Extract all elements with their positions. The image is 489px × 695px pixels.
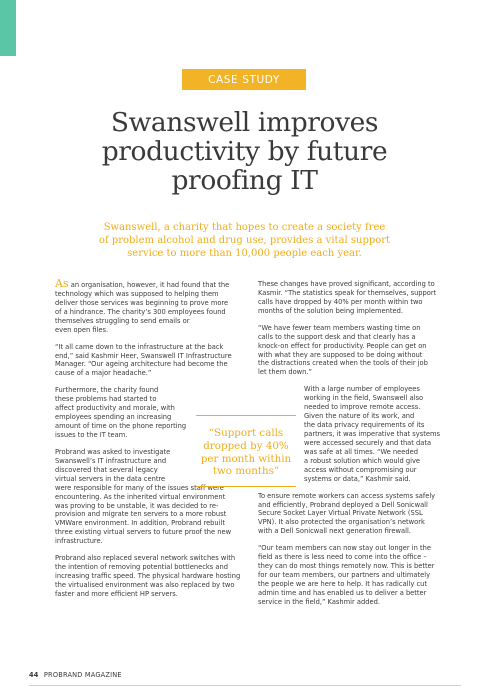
paragraph-line: they can do most things remotely now. This is better: [258, 562, 435, 571]
paragraph-line: infrastructure.: [55, 537, 103, 546]
paragraph-line: was proving to be unstable, it was decided to re-: [55, 501, 219, 510]
paragraph-line: with a Dell Sonicwall next generation firewall.: [258, 527, 411, 536]
paragraph-line: and efficiently, Probrand deployed a Dell Sonicwall: [258, 500, 428, 509]
paragraph-line: service in the field,” Kashmir added.: [258, 597, 380, 606]
paragraph-line: calls have dropped by 40% per month within two: [258, 297, 423, 306]
case-study-label: CASE STUDY: [208, 73, 280, 86]
headline-line: productivity by future: [101, 136, 388, 167]
paragraph-line: needed to improve remote access.: [304, 403, 421, 412]
corner-tab-decoration: [0, 0, 16, 56]
paragraph-line: these problems had started to: [55, 395, 157, 404]
paragraph-line: Swanswell’s IT infrastructure and: [55, 456, 167, 465]
paragraph-line: Given the nature of its work, and: [304, 412, 415, 421]
paragraph-line: Secure Socket Layer Virtual Private Network (SSL: [258, 509, 423, 518]
paragraph-line: Probrand also replaced several network switches with: [55, 554, 236, 563]
paragraph-line: increasing traffic speed. The physical hardware hosting: [55, 572, 241, 581]
pull-quote-line: two months”: [212, 465, 280, 478]
paragraph-line: “We have fewer team members wasting time on: [258, 323, 421, 332]
paragraph-line-text: an organisation, however, it had found that the: [68, 281, 230, 289]
body-paragraph: [258, 324, 444, 377]
paragraph-line: access without compromising our: [304, 465, 417, 474]
pull-quote-line: “Support calls: [208, 427, 284, 439]
paragraph-line: field as there is less need to come into the office –: [258, 553, 427, 562]
standfirst-line: service to more than 10,000 people each year.: [127, 248, 362, 259]
paragraph-line: Manager. “Our ageing architecture had become the: [55, 360, 228, 369]
page-footer: [29, 671, 122, 679]
case-study-banner: [182, 69, 306, 90]
paragraph-line: even open files.: [55, 325, 109, 334]
headline-line: proofing IT: [171, 165, 318, 196]
paragraph-line: three existing virtual servers to future proof the new: [55, 528, 232, 537]
paragraph-line: was safe at all times. “We needed: [304, 447, 418, 456]
body-paragraph: [55, 554, 245, 599]
body-paragraph: [258, 280, 444, 316]
standfirst-line: of problem alcohol and drug use, provides a vital support: [98, 235, 391, 246]
paragraph-line: were accessed securely and that data: [304, 438, 432, 447]
paragraph-line: systems or data,” Kashmir said.: [304, 474, 411, 483]
paragraph-line: admin time and has enabled us to deliver a better: [258, 588, 427, 597]
standfirst: [90, 221, 399, 260]
pull-quote: [196, 415, 296, 487]
paragraph-line: affect productivity and morale, with: [55, 404, 175, 413]
paragraph-line: faster and more efficient HP servers.: [55, 589, 178, 598]
paragraph-line: the virtualised environment was also replaced by two: [55, 580, 235, 589]
paragraph-line: “It all came down to the infrastructure at the back: [55, 342, 224, 351]
paragraph-line: let them down.”: [258, 368, 312, 377]
paragraph-line: the people we are here to help. It has radically cut: [258, 579, 428, 588]
paragraph-line: calls to the support desk and that clearly has a: [258, 332, 416, 341]
footer-rule: [29, 685, 461, 686]
paragraph-line: deliver those services was beginning to prove more: [55, 298, 229, 307]
paragraph-line: virtual servers in the data centre: [55, 474, 166, 483]
body-paragraph: [258, 492, 444, 537]
paragraph-line: working in the field, Swanswell also: [304, 394, 424, 403]
paragraph-line: provision and migrate ten servers to a more robust: [55, 510, 227, 519]
paragraph-line: technology which was supposed to helping them: [55, 289, 219, 298]
paragraph-line: a robust solution which would give: [304, 456, 421, 465]
paragraph-line: with what they are supposed to be doing without: [258, 350, 423, 359]
standfirst-line: Swanswell, a charity that hopes to create a society free: [103, 222, 386, 233]
pull-quote-line: per month within: [200, 452, 292, 465]
paragraph-line: months of the solution being implemented.: [258, 306, 403, 315]
body-paragraph: [258, 544, 444, 606]
paragraph-line: partners, it was imperative that systems: [304, 429, 440, 438]
paragraph-line: employees spending an increasing: [55, 413, 172, 422]
paragraph-line: themselves struggling to send emails or: [55, 316, 190, 325]
paragraph-line: “Our team members can now stay out longer in the: [258, 544, 431, 553]
paragraph-line: of a hindrance. The charity’s 300 employees found: [55, 307, 226, 316]
intro-paragraph: [55, 277, 245, 334]
paragraph-line: knock-on effect for productivity. People can get on: [258, 341, 427, 350]
paragraph-line: the data privacy requirements of its: [304, 421, 425, 430]
headline-line: Swanswell improves: [110, 107, 379, 138]
paragraph-line: the intention of removing potential bottlenecks and: [55, 563, 228, 572]
paragraph-line: encountering. As the inherited virtual environment: [55, 492, 226, 501]
paragraph-line: Probrand was asked to investigate: [55, 448, 171, 457]
paragraph-line: [55, 277, 245, 290]
headline: [60, 108, 429, 195]
paragraph-line: the distractions created when the tools of their job: [258, 359, 428, 368]
paragraph-line: end,” said Kashmir Heer, Swanswell IT Infrastructure: [55, 351, 232, 360]
paragraph-line: VPN). It also protected the organisation’s network: [258, 518, 425, 527]
page-number: 44: [29, 671, 39, 679]
paragraph-line: VMWare environment. In addition, Probrand rebuilt: [55, 519, 226, 528]
paragraph-line: issues to the IT team.: [55, 430, 128, 439]
drop-cap-word: As: [55, 277, 69, 290]
body-paragraph: [55, 343, 245, 379]
paragraph-line: cause of a major headache.”: [55, 369, 152, 378]
publication-name: PROBRAND MAGAZINE: [43, 671, 122, 679]
paragraph-line: With a large number of employees: [304, 385, 420, 394]
paragraph-line: Kasmir. “The statistics speak for themselves, support: [258, 288, 437, 297]
paragraph-line: These changes have proved significant, according to: [258, 280, 435, 288]
paragraph-line: Furthermore, the charity found: [55, 386, 159, 395]
paragraph-line: amount of time on the phone reporting: [55, 422, 187, 431]
paragraph-line: discovered that several legacy: [55, 465, 158, 474]
paragraph-line: for our team members, our partners and ultimately: [258, 571, 431, 580]
paragraph-line: were responsible for many of the issues staff were: [55, 483, 224, 492]
paragraph-line: To ensure remote workers can access systems safely: [258, 491, 436, 500]
pull-quote-line: dropped by 40%: [203, 439, 289, 452]
